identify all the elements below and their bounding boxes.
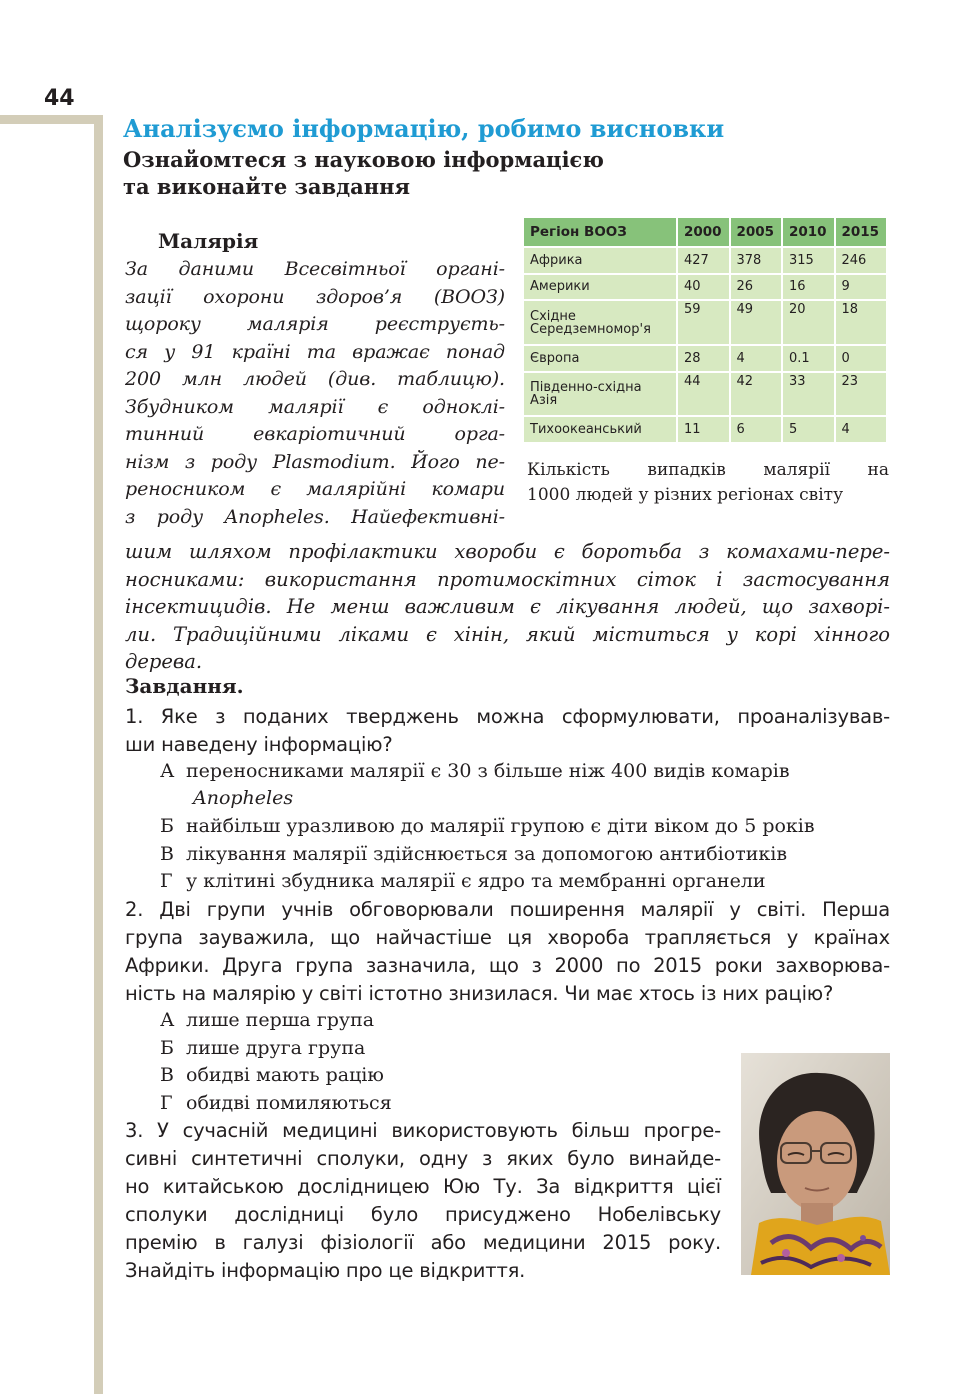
article-line: Збудником малярії є одноклі-: [125, 395, 505, 418]
option-text: лікування малярії здійснюється за допомогою антибіотиків: [186, 843, 788, 865]
table-cell: 42: [730, 372, 783, 417]
q2-option-v: [160, 1062, 384, 1090]
option-letter: В: [160, 1064, 174, 1086]
q1-option-v: [160, 841, 787, 869]
question-3: [125, 1117, 721, 1285]
table-row: [523, 372, 887, 417]
table-cell: 44: [677, 372, 730, 417]
option-text: у клітині збудника малярії є ядро та мембранні органели: [186, 870, 766, 892]
table-cell: 18: [835, 300, 888, 345]
table-cell: 0.1: [782, 345, 835, 372]
article-line: За даними Всесвітньої органі-: [125, 258, 505, 280]
article-line: носниками: використання протимоскітних сіток і застосування: [125, 567, 890, 591]
option-text: найбільш уразливою до малярії групою є діти віком до 5 років: [186, 815, 815, 837]
question-line: ши наведену інформацію?: [125, 733, 393, 756]
question-line: премію в галузі фізіології або медицини 2015 року.: [125, 1231, 721, 1254]
article-line: ли. Традиційними ліками є хінін, який міститься у корі хінного: [125, 622, 890, 646]
option-letter: Б: [160, 815, 174, 837]
question-1: [125, 703, 890, 759]
article-wide-text: [125, 538, 890, 676]
table-row: [523, 274, 887, 301]
table-cell-region: Європа: [523, 345, 677, 372]
caption-line: Кількість випадків малярії на: [527, 460, 889, 480]
table-cell: 20: [782, 300, 835, 345]
table-cell-region: Тихоокеанський: [523, 416, 677, 443]
table-header-cell: 2010: [782, 217, 835, 247]
question-line: сполуки дослідниці було присуджено Нобелівську: [125, 1203, 721, 1226]
article-line: 200 млн людей (див. таблицю).: [125, 368, 505, 390]
table-cell: 59: [677, 300, 730, 345]
option-text: лише друга група: [186, 1037, 366, 1059]
article-line: зації охорони здоров’я (ВООЗ): [125, 285, 505, 308]
article-line: реносником є малярійні комари: [125, 478, 505, 500]
option-letter: В: [160, 843, 174, 865]
table-header-cell: 2015: [835, 217, 888, 247]
malaria-table: [522, 216, 888, 444]
article-line: нізм з роду Plasmodium. Його пе-: [125, 450, 505, 473]
table-cell: 4: [835, 416, 888, 443]
table-cell: 378: [730, 247, 783, 274]
article-line: щороку малярія реєструєть-: [125, 313, 505, 335]
table-cell: 5: [782, 416, 835, 443]
article-line: ся у 91 країні та вражає понад: [125, 340, 505, 363]
article-narrow-text: [125, 256, 505, 531]
q1-option-g: [160, 868, 766, 896]
subtitle-line: та виконайте завдання: [123, 174, 410, 199]
table-cell: 0: [835, 345, 888, 372]
article-line: тинний евкаріотичний орга-: [125, 423, 505, 445]
table-cell: 16: [782, 274, 835, 301]
table-cell-region: Африка: [523, 247, 677, 274]
q2-option-g: [160, 1090, 392, 1118]
table-caption: [527, 458, 889, 508]
table-cell-region: Південно-східна Азія: [523, 372, 677, 417]
table-cell-region: Східне Середземномор'я: [523, 300, 677, 345]
option-letter: Б: [160, 1037, 174, 1059]
question-line: 2. Дві групи учнів обговорювали поширення малярії у світі. Перша: [125, 898, 890, 921]
table-cell: 6: [730, 416, 783, 443]
caption-line: 1000 людей у різних регіонах світу: [527, 485, 844, 505]
table-row: [523, 247, 887, 274]
margin-bar-horizontal: [0, 115, 100, 124]
question-line: група зауважила, що найчастіше ця хвороба трапляється у країнах: [125, 926, 890, 949]
question-line: сивні синтетичні сполуки, одну з яких було винайде-: [125, 1147, 721, 1170]
table-header-row: [523, 217, 887, 247]
table-cell: 33: [782, 372, 835, 417]
article-title: Малярія: [158, 229, 259, 253]
article-line: дерева.: [125, 650, 203, 673]
portrait-photo-icon: [741, 1053, 890, 1275]
table-row: [523, 345, 887, 372]
article-line: шим шляхом профілактики хвороби є боротьба з комахами-пере-: [125, 540, 890, 563]
question-line: ність на малярію у світі істотно знизилася. Чи має хтось із них рацію?: [125, 982, 834, 1005]
article-line: з роду Anopheles. Найефективні-: [125, 505, 505, 528]
article-line: інсектицидів. Не менш важливим є лікування людей, що захворі-: [125, 595, 890, 618]
option-text: лише перша група: [186, 1009, 375, 1031]
option-text: Anopheles: [193, 787, 294, 809]
margin-bar-vertical: [94, 115, 103, 1394]
tasks-heading: Завдання.: [125, 674, 244, 698]
question-line: но китайською дослідницею Юю Ту. За відкриття цієї: [125, 1175, 721, 1198]
question-line: 3. У сучасній медицині використовують більш прогре-: [125, 1119, 721, 1142]
q2-option-a: [160, 1007, 374, 1035]
table-cell: 11: [677, 416, 730, 443]
table-header-cell: 2005: [730, 217, 783, 247]
option-letter: Г: [160, 1092, 173, 1114]
table-cell: 26: [730, 274, 783, 301]
table-cell-region: Америки: [523, 274, 677, 301]
option-text: обидві помиляються: [186, 1092, 392, 1114]
table-header-cell: Регіон ВООЗ: [523, 217, 677, 247]
table-cell: 40: [677, 274, 730, 301]
table-cell: 4: [730, 345, 783, 372]
subtitle-line: Ознайомтеся з науковою інформацією: [123, 147, 604, 172]
page-number: 44: [44, 86, 75, 111]
question-line: Африки. Друга група зазначила, що з 2000 по 2015 роки захворюва-: [125, 954, 890, 977]
portrait-photo: [741, 1053, 890, 1275]
table-cell: 246: [835, 247, 888, 274]
option-text: обидві мають рацію: [186, 1064, 384, 1086]
table-row: [523, 300, 887, 345]
table-cell: 315: [782, 247, 835, 274]
question-line: Знайдіть інформацію про це відкриття.: [125, 1259, 526, 1282]
table-cell: 23: [835, 372, 888, 417]
q1-option-b: [160, 813, 815, 841]
table-cell: 427: [677, 247, 730, 274]
table-cell: 49: [730, 300, 783, 345]
question-line: 1. Яке з поданих тверджень можна сформулювати, проаналізував-: [125, 705, 890, 728]
table-cell: 9: [835, 274, 888, 301]
section-subtitle: [123, 146, 604, 200]
section-title: Аналізуємо інформацію, робимо висновки: [123, 114, 725, 143]
option-letter: Г: [160, 870, 173, 892]
q1-option-a-cont: [193, 785, 293, 813]
option-text: переносниками малярії є 30 з більше ніж 400 видів комарів: [186, 760, 790, 782]
table-header-cell: 2000: [677, 217, 730, 247]
q1-option-a: [160, 758, 790, 786]
table-cell: 28: [677, 345, 730, 372]
table-row: [523, 416, 887, 443]
option-letter: А: [160, 1009, 175, 1031]
option-letter: А: [160, 760, 175, 782]
q2-option-b: [160, 1035, 365, 1063]
question-2: [125, 896, 890, 1008]
